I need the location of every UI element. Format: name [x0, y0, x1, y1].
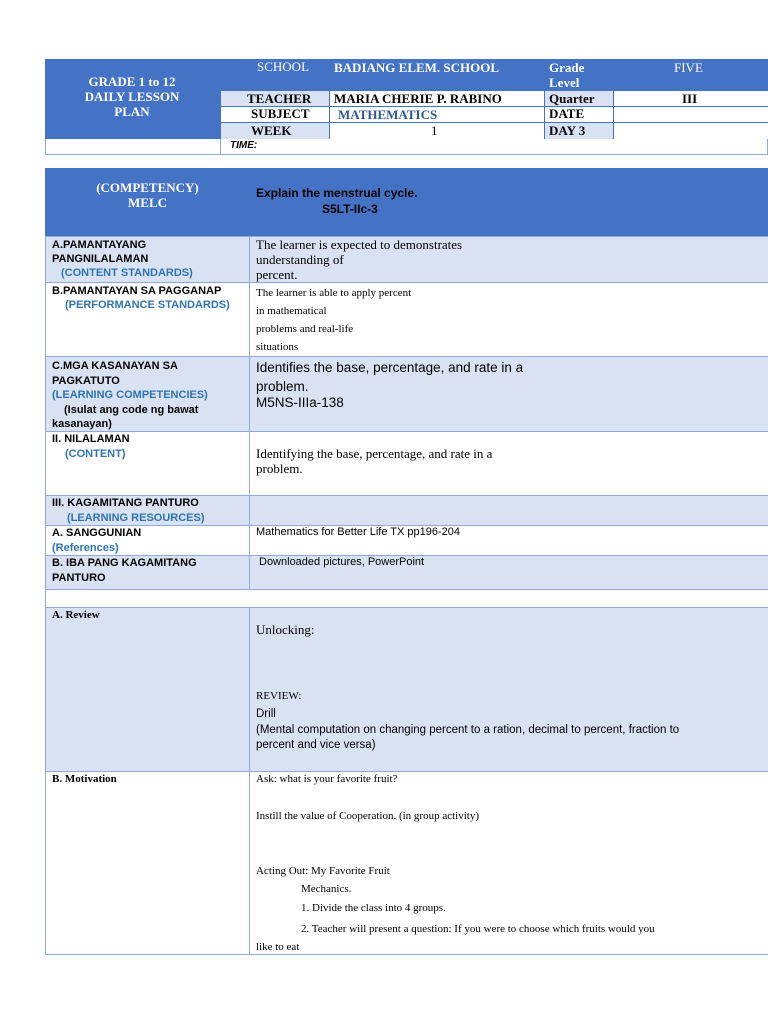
other-materials-value: Downloaded pictures, PowerPoint: [259, 556, 425, 568]
date-label: DATE: [549, 106, 585, 121]
week-value: 1: [431, 123, 438, 138]
school-label: SCHOOL: [257, 59, 310, 74]
other-materials-label: B. IBA PANG KAGAMITANG PANTURO: [52, 557, 197, 584]
motivation-label: B. Motivation: [52, 773, 117, 785]
learning-competencies-label: C.MGA KASANAYAN SA PAGKATUTO (LEARNING COMPETENCIES) (Isulat ang code ng bawat kasanayan): [52, 360, 208, 430]
quarter-label: Quarter: [549, 91, 595, 106]
content-standards-value: The learner is expected to demonstrates understanding of percent.: [256, 237, 463, 282]
resources-label: III. KAGAMITANG PANTURO (LEARNING RESOURCES): [52, 497, 205, 524]
subject-label: SUBJECT: [251, 106, 310, 121]
grade-value: FIVE: [674, 60, 703, 75]
teacher-label: TEACHER: [247, 91, 312, 106]
motivation-instill: Instill the value of Cooperation. (in group activity): [256, 810, 480, 822]
subject-value: MATHEMATICS: [338, 107, 438, 122]
motivation-acting: Acting Out: My Favorite Fruit: [256, 865, 390, 877]
learning-competencies-value: Identifies the base, percentage, and rate in a problem. M5NS-IIIa-138: [256, 360, 524, 410]
plan-title: GRADE 1 to 12 DAILY LESSON PLAN: [84, 74, 180, 119]
performance-standards-value: The learner is able to apply percent in mathematical problems and real-life situations: [256, 287, 412, 353]
teacher-value: MARIA CHERIE P. RABINO: [334, 91, 502, 106]
time-label: TIME:: [230, 140, 258, 151]
content-label: II. NILALAMAN (CONTENT): [52, 433, 130, 460]
content-value: Identifying the base, percentage, and rate in a problem.: [256, 446, 493, 476]
motivation-mechanics: Mechanics.: [301, 883, 352, 895]
time-row: [45, 139, 768, 155]
references-value: Mathematics for Better Life TX pp196-204: [256, 526, 461, 538]
quarter-value: III: [682, 91, 698, 106]
performance-standards-label: B.PAMANTAYAN SA PAGGANAP (PERFORMANCE STANDARDS): [52, 285, 230, 311]
review-heading: REVIEW:: [256, 690, 302, 702]
unlocking-text: Unlocking:: [256, 622, 315, 637]
motivation-step-1: 1. Divide the class into 4 groups.: [301, 902, 446, 914]
motivation-step-2: 2. Teacher will present a question: If you were to choose which fruits would you like to eat: [256, 923, 655, 953]
review-label: A. Review: [52, 609, 100, 621]
competency-label: (COMPETENCY) MELC: [96, 180, 199, 210]
school-value: BADIANG ELEM. SCHOOL: [334, 60, 500, 75]
motivation-ask: Ask: what is your favorite fruit?: [256, 773, 398, 785]
references-label: A. SANGGUNIAN (References): [52, 527, 142, 554]
drill-detail: (Mental computation on changing percent to a ration, decimal to percent, fraction to percent and vice versa): [256, 724, 680, 751]
week-label: WEEK: [251, 123, 292, 138]
drill-text: Drill: [256, 708, 276, 720]
grade-label: Grade Level: [549, 60, 585, 90]
competency-text: Explain the menstrual cycle.: [256, 186, 418, 200]
content-standards-label: A.PAMANTAYANG PANGNILALAMAN (CONTENT STANDARDS): [52, 239, 193, 279]
competency-code: S5LT-IIc-3: [322, 202, 378, 216]
day-label: DAY 3: [549, 123, 586, 138]
